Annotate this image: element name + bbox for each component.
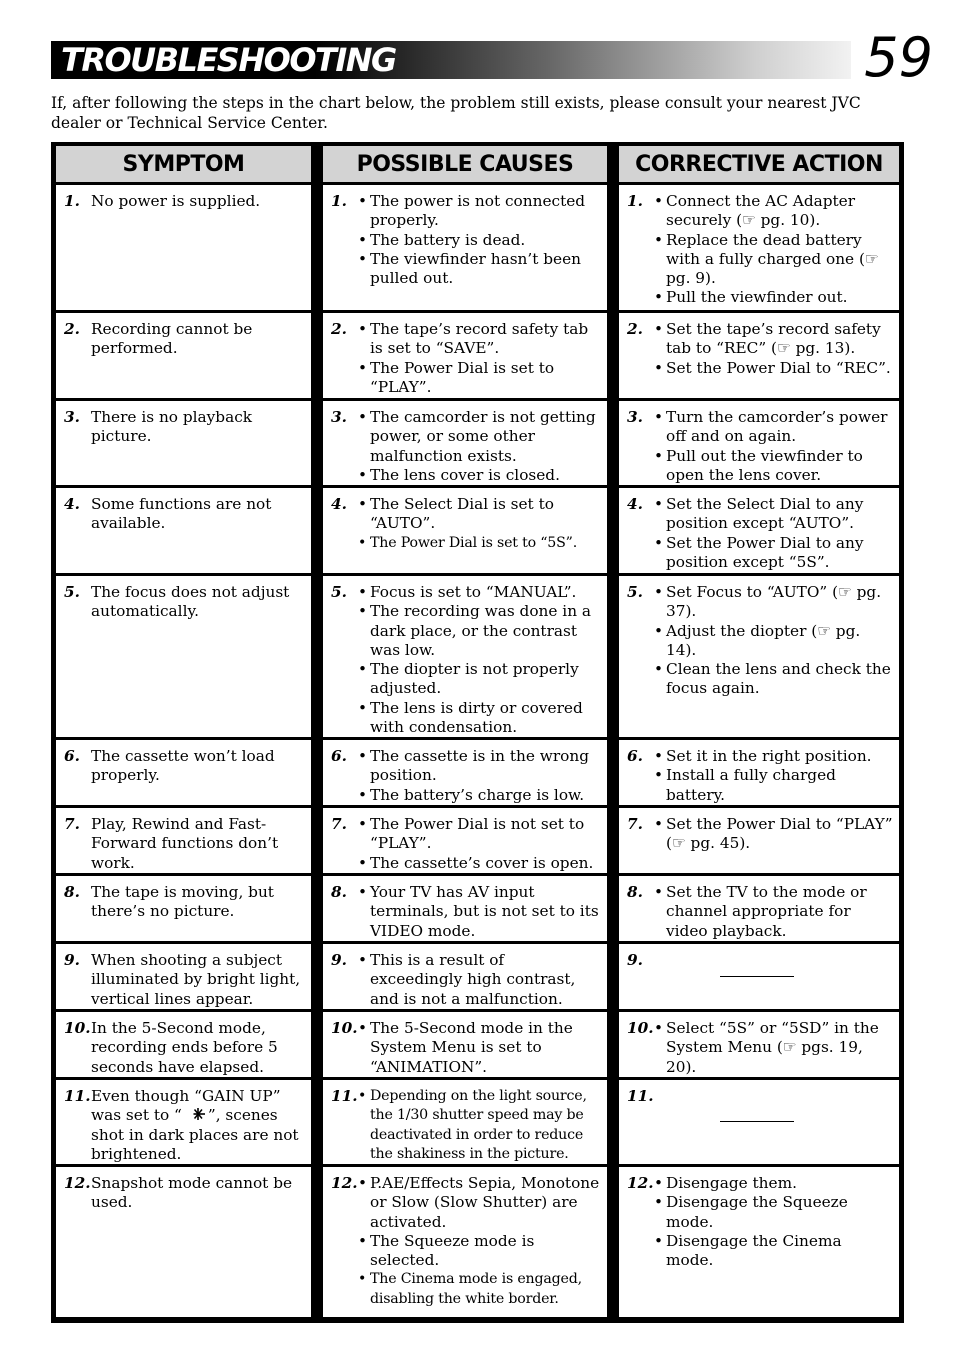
row-number: 11.	[64, 1087, 91, 1105]
action-item: Set the Power Dial to “REC”.	[666, 358, 891, 377]
cause-item: The battery’s charge is low.	[370, 785, 585, 804]
action-item: Disengage them.	[666, 1174, 797, 1192]
action-cell: 6. • Set it in the right position. • Install a fully charged battery.	[619, 740, 899, 805]
row-number: 3.	[627, 408, 643, 426]
no-action-dash	[720, 976, 794, 977]
causes-cell: 7. • The Power Dial is not set to “PLAY”. • The cassette’s cover is open.	[323, 808, 607, 873]
cause-item: The diopter is not properly adjusted.	[370, 660, 579, 698]
row-number: 8.	[64, 883, 80, 901]
row-number: 11.	[627, 1087, 654, 1105]
cause-item: The 5-Second mode in the System Menu is set to “ANIMATION”.	[370, 1019, 573, 1076]
action-item: Pull out the viewfinder to open the lens cover.	[666, 446, 863, 484]
symptom-text: ”, scenes shot in dark places are not brightened.	[91, 1106, 299, 1163]
symptom-text: Snapshot mode cannot be used.	[91, 1174, 293, 1212]
action-item: Set the TV to the mode or channel appropriate for video playback.	[666, 883, 867, 940]
row-number: 10.	[64, 1019, 91, 1037]
symptom-text: No power is supplied.	[91, 192, 261, 210]
action-item: Turn the camcorder’s power off and on again.	[666, 408, 888, 446]
cause-item: The tape’s record safety tab is set to “SAVE”.	[370, 320, 589, 358]
action-cell: 8. • Set the TV to the mode or channel appropriate for video playback.	[619, 876, 899, 941]
column-header-symptom: SYMPTOM	[56, 146, 311, 182]
action-cell: 7. • Set the Power Dial to “PLAY” (☞ pg. 45).	[619, 808, 899, 873]
cause-item: The lens cover is closed.	[370, 465, 560, 484]
action-item: Disengage the Cinema mode.	[666, 1231, 842, 1270]
cause-item: The power is not connected properly.	[370, 192, 586, 230]
action-cell: 2. • Set the tape’s record safety tab to “REC” (☞ pg. 13). • Set the Power Dial to “REC”.	[619, 313, 899, 398]
cause-item: The Cinema mode is engaged, disabling the white border.	[370, 1271, 582, 1307]
row-number: 9.	[64, 951, 80, 969]
symptom-text: In the 5-Second mode, recording ends before 5 seconds have elapsed.	[91, 1019, 278, 1076]
night-scope-icon	[185, 1106, 207, 1122]
action-item: Clean the lens and check the focus again.	[666, 660, 891, 698]
symptom-text: The cassette won’t load properly.	[91, 747, 275, 785]
row-number: 4.	[64, 495, 80, 513]
column-header-corrective-action: CORRECTIVE ACTION	[619, 146, 899, 182]
row-number: 11.	[331, 1087, 358, 1105]
row-number: 12.	[627, 1174, 654, 1192]
cause-item: The cassette’s cover is open.	[370, 853, 594, 872]
cause-item: Focus is set to “MANUAL”.	[370, 583, 577, 601]
action-item: Set it in the right position.	[666, 747, 872, 765]
cause-item: P.AE/Effects Sepia, Monotone or Slow (Slow Shutter) are activated.	[370, 1174, 600, 1231]
cause-item: The viewfinder hasn’t been pulled out.	[370, 249, 582, 288]
causes-cell: 11. • Depending on the light source, the 1/30 shutter speed may be deactivated in order to reduce the shakiness in the picture.	[323, 1080, 607, 1164]
symptom-text: Some functions are not available.	[91, 495, 272, 533]
symptom-text: The focus does not adjust automatically.	[91, 583, 290, 621]
action-item: Install a fully charged battery.	[666, 766, 836, 804]
cause-item: The Power Dial is set to “5S”.	[370, 534, 577, 551]
symptom-cell	[56, 808, 311, 873]
row-number: 12.	[331, 1174, 358, 1192]
action-cell: 1. • Connect the AC Adapter securely (☞ pg. 10). • Replace the dead battery with a fully charged one (☞ pg. 9). • Pull the viewfinder out.	[619, 185, 899, 310]
action-item: Replace the dead battery with a fully charged one (☞ pg. 9).	[666, 230, 879, 288]
causes-cell: 2. • The tape’s record safety tab is set to “SAVE”. • The Power Dial is set to “PLAY”.	[323, 313, 607, 398]
row-number: 4.	[627, 495, 643, 513]
row-number: 6.	[627, 747, 643, 765]
symptom-text: Even though “GAIN UP” was set to “	[91, 1087, 281, 1125]
action-item: Set the Power Dial to “PLAY” (☞ pg. 45).	[666, 815, 893, 853]
symptom-cell	[56, 313, 311, 398]
intro-paragraph: If, after following the steps in the chart below, the problem still exists, please consult your nearest JVC dealer or Technical Service Center.	[51, 94, 861, 132]
action-item: Disengage the Squeeze mode.	[666, 1193, 848, 1231]
row-number: 10.	[331, 1019, 358, 1037]
column-header-possible-causes: POSSIBLE CAUSES	[323, 146, 607, 182]
causes-cell: 3. • The camcorder is not getting power, or some other malfunction exists. • The lens cover is closed.	[323, 401, 607, 485]
row-number: 10.	[627, 1019, 654, 1037]
row-number: 7.	[627, 815, 643, 833]
action-item: Set the Select Dial to any position except “AUTO”.	[666, 495, 864, 533]
symptom-cell	[56, 401, 311, 485]
causes-cell: 4. • The Select Dial is set to “AUTO”. • The Power Dial is set to “5S”.	[323, 488, 607, 573]
row-number: 7.	[64, 815, 80, 833]
action-item: Set the Power Dial to any position except “5S”.	[666, 533, 864, 571]
row-number: 2.	[64, 320, 80, 338]
cause-item: Your TV has AV input terminals, but is not set to its VIDEO mode.	[370, 883, 599, 940]
row-number: 8.	[331, 883, 347, 901]
action-cell	[619, 944, 899, 1009]
row-number: 7.	[331, 815, 347, 833]
cause-item: The battery is dead.	[370, 230, 526, 249]
cause-item: The Select Dial is set to “AUTO”.	[370, 495, 554, 533]
cause-item: Depending on the light source, the 1/30 shutter speed may be deactivated in order to reduce the shakiness in the picture.	[370, 1088, 587, 1162]
causes-cell: 9. • This is a result of exceedingly high contrast, and is not a malfunction.	[323, 944, 607, 1009]
symptom-cell	[56, 876, 311, 941]
action-cell: 10. • Select “5S” or “5SD” in the System Menu (☞ pgs. 19, 20).	[619, 1012, 899, 1077]
cause-item: The Power Dial is not set to “PLAY”.	[370, 815, 585, 853]
symptom-text: When shooting a subject illuminated by bright light, vertical lines appear.	[91, 951, 301, 1008]
causes-cell: 1. • The power is not connected properly. • The battery is dead. • The viewfinder hasn’t been pulled out.	[323, 185, 607, 310]
row-number: 9.	[331, 951, 347, 969]
action-cell: 3. • Turn the camcorder’s power off and on again. • Pull out the viewfinder to open the lens cover.	[619, 401, 899, 485]
symptom-cell	[56, 185, 311, 310]
row-number: 12.	[64, 1174, 91, 1192]
action-item: Set the tape’s record safety tab to “REC” (☞ pg. 13).	[666, 320, 881, 358]
causes-cell: 10. • The 5-Second mode in the System Menu is set to “ANIMATION”.	[323, 1012, 607, 1077]
row-number: 5.	[627, 583, 643, 601]
symptom-cell	[56, 740, 311, 805]
cause-item: The recording was done in a dark place, or the contrast was low.	[370, 602, 592, 659]
row-number: 2.	[627, 320, 643, 338]
row-number: 3.	[331, 408, 347, 426]
action-cell: 4. • Set the Select Dial to any position except “AUTO”. • Set the Power Dial to any position except “5S”.	[619, 488, 899, 573]
symptom-cell	[56, 576, 311, 737]
row-number: 1.	[331, 192, 347, 210]
symptom-text: Recording cannot be performed.	[91, 320, 253, 358]
symptom-cell	[56, 944, 311, 1009]
page-number: 59	[864, 26, 933, 89]
symptom-cell	[56, 1080, 311, 1164]
cause-item: The Squeeze mode is selected.	[370, 1231, 535, 1270]
action-item: Select “5S” or “5SD” in the System Menu (☞ pgs. 19, 20).	[666, 1019, 879, 1076]
symptom-text: The tape is moving, but there’s no picture.	[91, 883, 274, 921]
no-action-dash	[720, 1121, 794, 1122]
causes-cell: 12. • P.AE/Effects Sepia, Monotone or Slow (Slow Shutter) are activated. • The Squeeze mode is selected. • The Cinema mode is engaged, disabling the white border.	[323, 1167, 607, 1317]
action-cell: 5. • Set Focus to “AUTO” (☞ pg. 37). • Adjust the diopter (☞ pg. 14). • Clean the lens and check the focus again.	[619, 576, 899, 737]
title-banner	[51, 41, 851, 79]
action-cell: 12. • Disengage them. • Disengage the Squeeze mode. • Disengage the Cinema mode.	[619, 1167, 899, 1317]
page-title: TROUBLESHOOTING	[61, 41, 396, 79]
action-item: Connect the AC Adapter securely (☞ pg. 10).	[666, 192, 856, 230]
symptom-cell	[56, 1167, 311, 1317]
row-number: 6.	[331, 747, 347, 765]
action-cell	[619, 1080, 899, 1164]
causes-cell: 5. • Focus is set to “MANUAL”. • The recording was done in a dark place, or the contrast was low. • The diopter is not properly adjusted. • The lens is dirty or covered with condensation.	[323, 576, 607, 737]
row-number: 1.	[64, 192, 80, 210]
cause-item: This is a result of exceedingly high contrast, and is not a malfunction.	[370, 951, 576, 1008]
cause-item: The camcorder is not getting power, or some other malfunction exists.	[370, 408, 596, 465]
row-number: 9.	[627, 951, 643, 969]
symptom-cell	[56, 488, 311, 573]
cause-item: The lens is dirty or covered with condensation.	[370, 698, 583, 737]
symptom-cell	[56, 1012, 311, 1077]
row-number: 8.	[627, 883, 643, 901]
action-item: Adjust the diopter (☞ pg. 14).	[666, 621, 861, 659]
action-item: Set Focus to “AUTO” (☞ pg. 37).	[666, 583, 882, 621]
troubleshooting-table	[51, 142, 904, 1323]
action-item: Pull the viewfinder out.	[666, 288, 848, 307]
symptom-text: There is no playback picture.	[91, 408, 253, 446]
cause-item: The Power Dial is set to “PLAY”.	[370, 358, 555, 396]
symptom-text: Play, Rewind and Fast-Forward functions don’t work.	[91, 815, 279, 872]
causes-cell: 8. • Your TV has AV input terminals, but is not set to its VIDEO mode.	[323, 876, 607, 941]
row-number: 2.	[331, 320, 347, 338]
causes-cell: 6. • The cassette is in the wrong position. • The battery’s charge is low.	[323, 740, 607, 805]
row-number: 5.	[331, 583, 347, 601]
row-number: 6.	[64, 747, 80, 765]
row-number: 4.	[331, 495, 347, 513]
cause-item: The cassette is in the wrong position.	[370, 747, 590, 785]
row-number: 3.	[64, 408, 80, 426]
row-number: 5.	[64, 583, 80, 601]
row-number: 1.	[627, 192, 643, 210]
